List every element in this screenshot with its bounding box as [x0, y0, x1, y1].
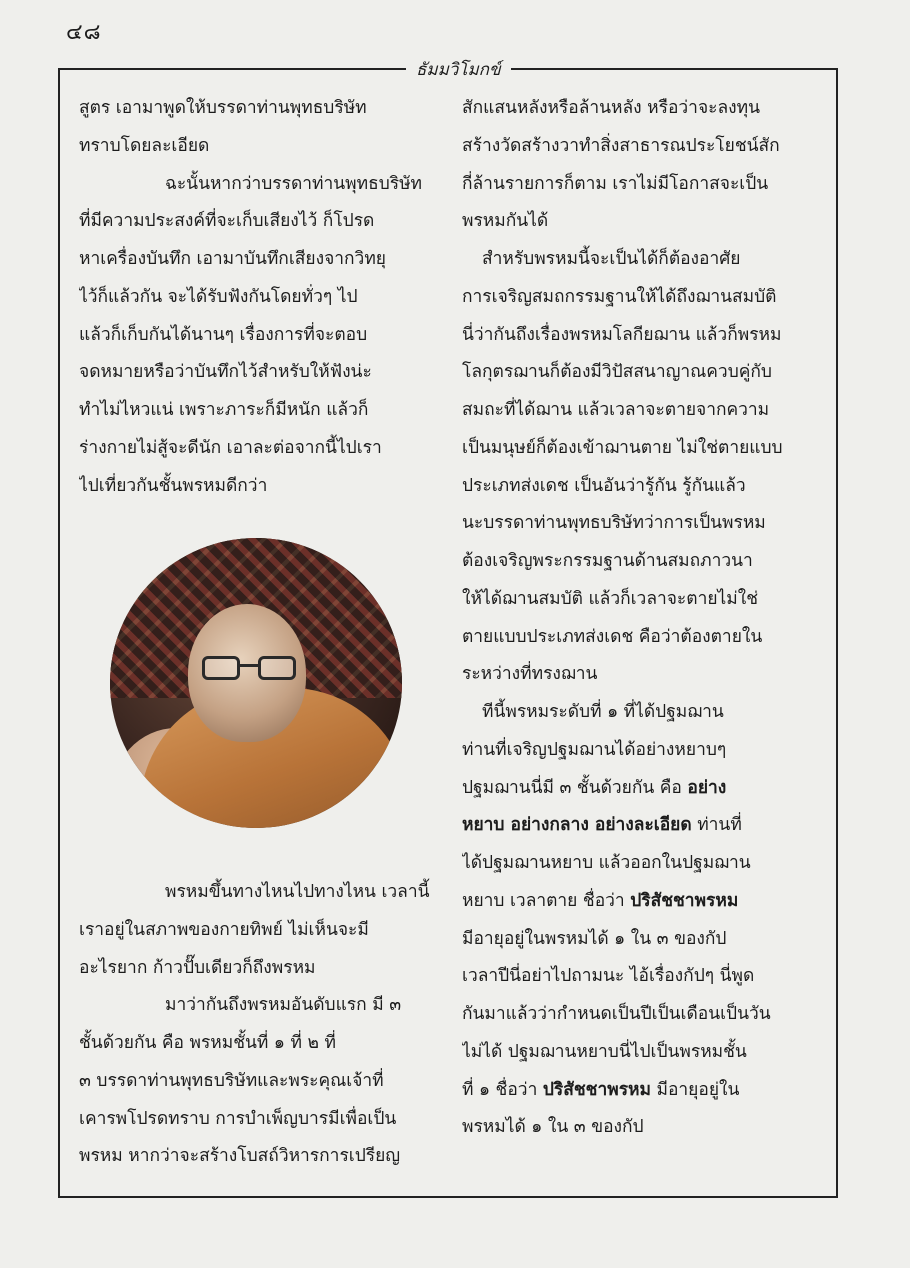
text-line [79, 874, 437, 912]
text-line [79, 1025, 437, 1063]
text-line [79, 203, 437, 241]
line-text: ไปเที่ยวกันชั้นพรหมดีกว่า [79, 475, 268, 496]
bold-term: อย่าง [687, 777, 727, 798]
line-text: พรหม หากว่าจะสร้างโบสถ์วิหารการเปรียญ [79, 1146, 401, 1167]
line-text: สร้างวัดสร้างวาทำสิ่งสาธารณประโยชน์สัก [462, 135, 780, 156]
line-text: เคารพโปรดทราบ การบำเพ็ญบารมีเพื่อเป็น [79, 1108, 397, 1129]
right-column [462, 90, 822, 1147]
text-line [79, 987, 437, 1025]
line-text: ท่านที่เจริญปฐมฌานได้อย่างหยาบๆ [462, 739, 727, 760]
text-line [462, 430, 822, 468]
text-line [462, 921, 822, 959]
line-text-after: ท่านที่ [691, 815, 742, 836]
line-text: ร่างกายไม่สู้จะดีนัก เอาละต่อจากนี้ไปเรา [79, 437, 382, 458]
bold-term: หยาบ อย่างกลาง อย่างละเอียด [462, 815, 692, 836]
line-text: สักแสนหลังหรือล้านหลัง หรือว่าจะลงทุน [462, 98, 760, 118]
line-text: ให้ได้ฌานสมบัติ แล้วก็เวลาจะตายไม่ใช่ [462, 588, 759, 609]
line-text: โลกุตรฌานก็ต้องมีวิปัสสนาญาณควบคู่กับ [462, 362, 772, 383]
text-line [462, 958, 822, 996]
text-line [462, 694, 822, 732]
text-line [462, 732, 822, 770]
line-text: แล้วก็เก็บกันได้นานๆ เรื่องการที่จะตอบ [79, 324, 368, 345]
text-line [462, 656, 822, 694]
line-text: สมถะที่ได้ฌาน แล้วเวลาจะตายจากความ [462, 400, 770, 420]
text-line [462, 845, 822, 883]
line-text: ระหว่างที่ทรงฌาน [462, 664, 598, 685]
line-text: ทีนี้พรหมระดับที่ ๑ ที่ได้ปฐมฌาน [482, 702, 724, 722]
line-text-after: มีอายุอยู่ใน [650, 1079, 740, 1100]
text-line [462, 354, 822, 392]
text-line [462, 770, 822, 808]
text-line [79, 317, 437, 355]
eyeglasses-icon [202, 656, 296, 682]
text-line [79, 950, 437, 988]
text-line [462, 90, 822, 128]
line-text: สูตร เอามาพูดให้บรรดาท่านพุทธบริษัท [79, 98, 367, 118]
line-text: ไว้ก็แล้วกัน จะได้รับฟังกันโดยทั่วๆ ไป [79, 286, 358, 307]
line-text: นะบรรดาท่านพุทธบริษัทว่าการเป็นพรหม [462, 513, 766, 534]
text-line [79, 1101, 437, 1139]
text-line [79, 1138, 437, 1176]
line-text: ฉะนั้นหากว่าบรรดาท่านพุทธบริษัท [165, 173, 422, 194]
text-line [462, 203, 822, 241]
text-line [462, 468, 822, 506]
bold-term: ปริสัชชาพรหม [542, 1079, 651, 1100]
line-text: ที่มีความประสงค์ที่จะเก็บเสียงไว้ ก็โปรด [79, 211, 375, 232]
line-text: พรหมขึ้นทางไหนไปทางไหน เวลานี้ [165, 882, 430, 902]
monk-portrait-photo [110, 538, 402, 828]
line-text: เราอยู่ในสภาพของกายทิพย์ ไม่เห็นจะมี [79, 919, 369, 940]
text-line [79, 912, 437, 950]
line-text: มีอายุอยู่ในพรหมได้ ๑ ใน ๓ ของกัป [462, 928, 727, 949]
text-line [462, 807, 822, 845]
bold-term: ปริสัชชาพรหม [630, 890, 739, 911]
text-line [79, 90, 437, 128]
page-number: ๔๘ [66, 20, 102, 45]
text-line [79, 279, 437, 317]
text-line [79, 468, 437, 506]
line-text: ชั้นด้วยกัน คือ พรหมชั้นที่ ๑ ที่ ๒ ที่ [79, 1033, 336, 1053]
line-text: กันมาแล้วว่ากำหนดเป็นปีเป็นเดือนเป็นวัน [462, 1004, 771, 1024]
line-text: ตายแบบประเภทส่งเดช คือว่าต้องตายใน [462, 626, 763, 647]
line-text: จดหมายหรือว่าบันทึกไว้สำหรับให้ฟังน่ะ [79, 362, 372, 383]
text-line [79, 1063, 437, 1101]
text-line [462, 1109, 822, 1147]
text-line [79, 128, 437, 166]
line-text: ไม่ได้ ปฐมฌานหยาบนี่ไปเป็นพรหมชั้น [462, 1041, 747, 1062]
line-text: ปฐมฌานนี่มี ๓ ชั้นด้วยกัน คือ [462, 777, 688, 798]
text-line [462, 1034, 822, 1072]
line-text: ที่ ๑ ชื่อว่า [462, 1079, 543, 1100]
text-line [462, 581, 822, 619]
line-text: เวลาปีนี่อย่าไปถามนะ ไอ้เรื่องกัปๆ นี่พูด [462, 966, 755, 987]
line-text: กี่ล้านรายการก็ตาม เราไม่มีโอกาสจะเป็น [462, 173, 769, 194]
line-text: การเจริญสมถกรรมฐานให้ได้ถึงฌานสมบัติ [462, 286, 777, 307]
line-text: อะไรยาก ก้าวปั๊บเดียวก็ถึงพรหม [79, 957, 316, 978]
line-text: มาว่ากันถึงพรหมอันดับแรก มี ๓ [165, 995, 402, 1016]
text-line [462, 241, 822, 279]
left-column-lower [79, 874, 437, 1176]
text-line [462, 128, 822, 166]
line-text: ประเภทส่งเดช เป็นอันว่ารู้กัน รู้กันแล้ว [462, 475, 746, 496]
text-line [462, 543, 822, 581]
line-text: ต้องเจริญพระกรรมฐานด้านสมถภาวนา [462, 551, 753, 571]
text-line [79, 166, 437, 204]
line-text: ทำไม่ไหวแน่ เพราะภาระก็มีหนัก แล้วก็ [79, 400, 369, 420]
text-line [462, 619, 822, 657]
running-head: ธัมมวิโมกข์ [406, 56, 511, 83]
line-text: หาเครื่องบันทึก เอามาบันทึกเสียงจากวิทยุ [79, 249, 386, 269]
line-text: พรหมกันได้ [462, 211, 549, 232]
text-line [462, 883, 822, 921]
left-column-upper [79, 90, 437, 505]
text-line [462, 996, 822, 1034]
line-text: ได้ปฐมฌานหยาบ แล้วออกในปฐมฌาน [462, 853, 751, 873]
text-line [462, 1072, 822, 1110]
line-text: นี่ว่ากันถึงเรื่องพรหมโลกียฌาน แล้วก็พรหม [462, 324, 782, 345]
text-line [462, 392, 822, 430]
line-text: ๓ บรรดาท่านพุทธบริษัทและพระคุณเจ้าที่ [79, 1070, 384, 1091]
line-text: เป็นมนุษย์ก็ต้องเข้าฌานตาย ไม่ใช่ตายแบบ [462, 437, 783, 458]
line-text: พรหมได้ ๑ ใน ๓ ของกัป [462, 1117, 644, 1138]
text-line [462, 166, 822, 204]
text-line [79, 392, 437, 430]
text-line [462, 279, 822, 317]
text-line [462, 317, 822, 355]
line-text: หยาบ เวลาตาย ชื่อว่า [462, 890, 631, 911]
text-line [79, 430, 437, 468]
line-text: สำหรับพรหมนี้จะเป็นได้ก็ต้องอาศัย [482, 249, 741, 269]
text-line [79, 354, 437, 392]
line-text: ทราบโดยละเอียด [79, 135, 210, 156]
text-line [462, 505, 822, 543]
text-line [79, 241, 437, 279]
